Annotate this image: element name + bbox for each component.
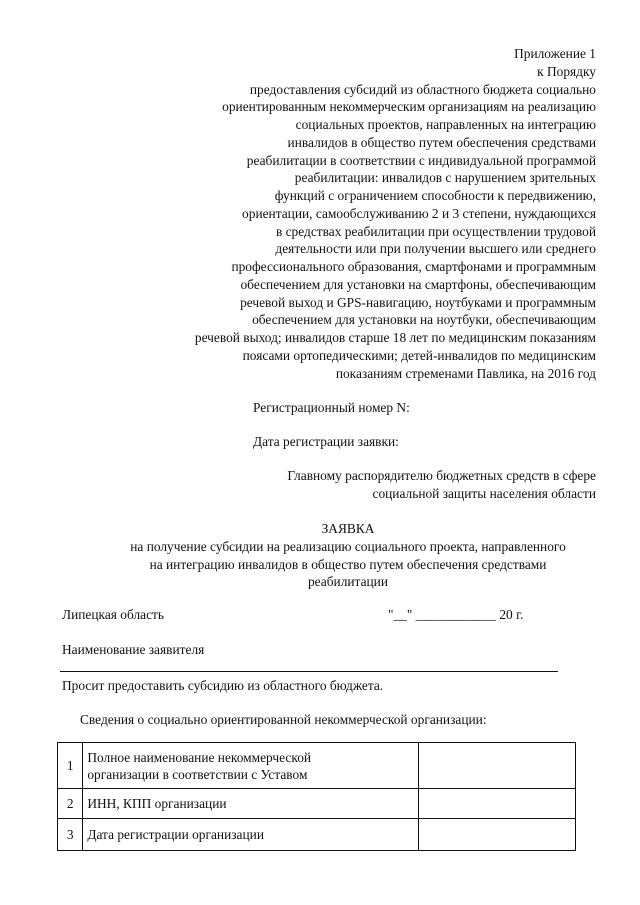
appendix-line: обеспечением для установки на смартфоны, обеспечивающим	[240, 276, 596, 292]
appendix-line: профессионального образования, смартфонами и программным	[231, 259, 596, 274]
appendix-line: социальных проектов, направленных на интеграцию	[295, 117, 596, 132]
row-number: 1	[58, 743, 83, 789]
appendix-line: ориентации, самообслуживанию 2 и 3 степени, нуждающихся	[242, 205, 596, 221]
row-value	[418, 743, 575, 789]
row-label: ИНН, КПП организации	[83, 789, 419, 819]
addressee-line-1: Главному распорядителю бюджетных средств в сфере	[287, 468, 596, 483]
appendix-line: поясами ортопедическими; детей-инвалидов по медицинским	[242, 347, 596, 363]
row-value	[418, 819, 575, 851]
row-value	[418, 789, 575, 819]
table-row	[58, 743, 576, 789]
applicant-name-line	[60, 671, 558, 672]
row-label	[83, 743, 419, 789]
date-field: "__" ____________ 20 г.	[388, 607, 524, 622]
appendix-line: реабилитации: инвалидов с нарушением зрительных	[294, 170, 596, 186]
request-text: Просит предоставить субсидию из областного бюджета.	[62, 678, 384, 693]
row-number: 2	[58, 789, 83, 819]
title-subline-1: на получение субсидии на реализацию социального проекта, направленного	[130, 539, 566, 554]
registration-date-label: Дата регистрации заявки:	[253, 434, 399, 449]
addressee-line-2: социальной защиты населения области	[372, 486, 596, 501]
appendix-line: предоставления субсидий из областного бюджета социально	[249, 81, 596, 97]
appendix-line: в средствах реабилитации при осуществлении трудовой	[275, 223, 596, 239]
appendix-line: показаниям стременами Павлика, на 2016 год	[335, 365, 596, 381]
info-heading: Сведения о социально ориентированной некоммерческой организации:	[80, 712, 487, 727]
row-number: 3	[58, 819, 83, 851]
title-subline-3: реабилитации	[307, 574, 389, 589]
row-label-line: организации в соответствии с Уставом	[87, 766, 308, 782]
appendix-line: инвалидов в общество путем обеспечения средствами	[287, 134, 596, 150]
registration-number-label: Регистрационный номер N:	[253, 400, 410, 415]
table-row	[58, 789, 576, 819]
table-row	[58, 819, 576, 851]
appendix-header	[120, 45, 596, 382]
appendix-line: ориентированным некоммерческим организациям на реализацию	[222, 99, 596, 115]
document-title: ЗАЯВКА	[321, 521, 375, 536]
appendix-line: обеспечением для установки на ноутбуки, обеспечивающим	[252, 312, 596, 328]
appendix-line: к Порядку	[537, 63, 596, 79]
row-label: Дата регистрации организации	[83, 819, 419, 851]
appendix-line: Приложение 1	[514, 46, 596, 61]
title-subline-2: на интеграцию инвалидов в общество путем обеспечения средствами	[149, 557, 547, 572]
organization-info-table	[57, 742, 576, 851]
appendix-line: деятельности или при получении высшего или среднего	[275, 241, 596, 257]
region-label: Липецкая область	[62, 607, 164, 622]
row-label-line: Полное наименование некоммерческой	[87, 749, 312, 765]
appendix-line: речевой выход и GPS-навигацию, ноутбуками и программным	[240, 294, 596, 310]
appendix-line: функций с ограничением способности к передвижению,	[274, 188, 596, 203]
appendix-line: реабилитации в соответствии с индивидуальной программой	[246, 152, 596, 168]
appendix-line: речевой выход; инвалидов старше 18 лет по медицинским показаниям	[194, 330, 596, 345]
applicant-label: Наименование заявителя	[62, 642, 205, 657]
